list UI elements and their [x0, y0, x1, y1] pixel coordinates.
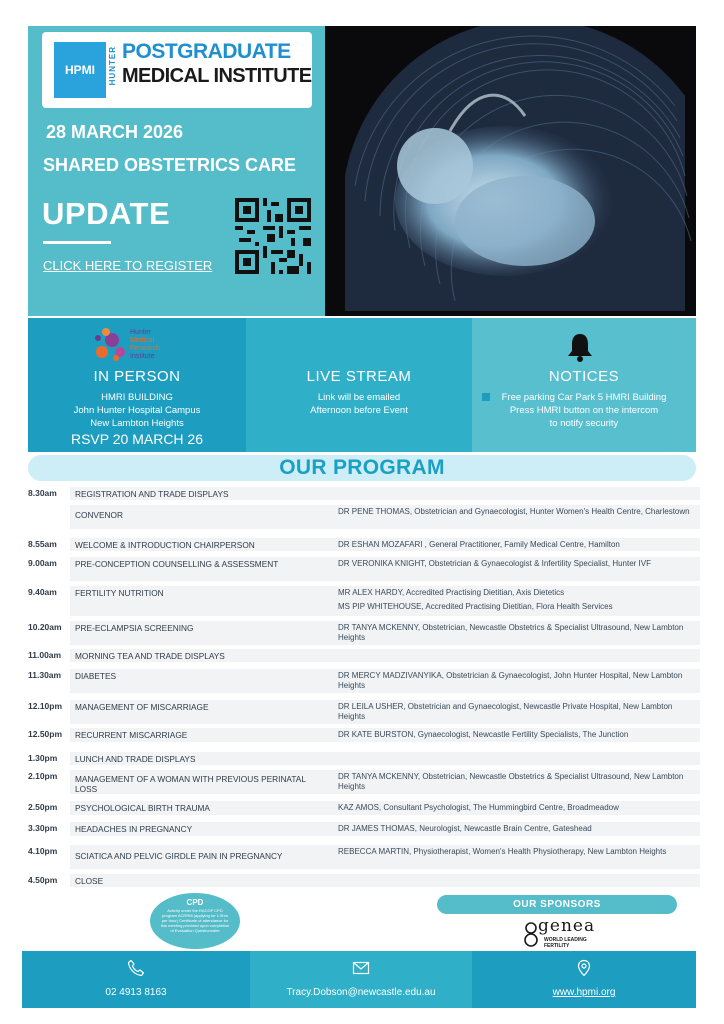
row-box: [70, 669, 700, 693]
hmri-logo-word-1: Hunter: [130, 329, 152, 336]
program-row: [28, 874, 700, 887]
event-subtitle: SHARED OBSTETRICS CARE: [43, 155, 297, 175]
row-box: [70, 752, 700, 765]
row-speaker: DR JAMES THOMAS, Neurologist, Newcastle Brain Centre, Gateshead: [338, 824, 592, 833]
row-time: 2.10pm: [28, 771, 58, 781]
row-box: [70, 770, 700, 794]
row-box: [70, 700, 700, 724]
row-speaker: KAZ AMOS, Consultant Psychologist, The Hummingbird Centre, Broadmeadow: [338, 803, 619, 812]
cpd-title: CPD: [186, 898, 204, 907]
row-time: 11.00am: [28, 650, 62, 660]
row-speaker-2: MS PIP WHITEHOUSE, Accredited Practising Dietitian, Flora Health Services: [338, 602, 613, 611]
row-time: 8.30am: [28, 488, 57, 498]
row-box: [70, 538, 700, 551]
row-time: 4.10pm: [28, 846, 58, 856]
row-time: 10.20am: [28, 622, 62, 632]
row-topic: DIABETES: [75, 671, 117, 681]
phone-icon: [127, 959, 145, 977]
genea-logo: [524, 916, 604, 950]
row-time: 12.10pm: [28, 701, 63, 711]
program-header: [28, 455, 696, 481]
genea-mark-icon: [524, 920, 538, 948]
row-time: 8.55am: [28, 539, 57, 549]
row-speaker: REBECCA MARTIN, Physiotherapist, Women's Health Physiotherapy, New Lambton Heights: [338, 847, 667, 856]
notices-heading: NOTICES: [548, 368, 620, 385]
genea-wordmark: genea: [538, 916, 596, 936]
program-row: [28, 487, 700, 500]
row-topic: MANAGEMENT OF MISCARRIAGE: [75, 702, 209, 712]
event-date: 28 MARCH 2026: [46, 122, 184, 142]
in-person-line-2: John Hunter Hospital Campus: [73, 405, 201, 416]
row-topic: HEADACHES IN PREGNANCY: [75, 824, 193, 834]
program-row: [28, 621, 700, 645]
row-time: 3.30pm: [28, 823, 58, 833]
row-speaker: DR VERONIKA KNIGHT, Obstetrician & Gynaecologist & Infertility Specialist, Hunter IVF: [338, 559, 651, 568]
row-speaker: DR LEILA USHER, Obstetrician and Gynaecologist, Newcastle Private Hospital, New Lambton Heights: [338, 702, 673, 721]
in-person-line-3: New Lambton Heights: [90, 418, 184, 429]
row-speaker: DR PENE THOMAS, Obstetrician and Gynaecologist, Hunter Women's Health Centre, Charlestown: [338, 507, 690, 516]
row-box: [70, 487, 700, 500]
row-box: [70, 845, 700, 869]
live-stream-panel: [246, 318, 472, 452]
hmri-logo-word-2: Medical: [130, 337, 155, 344]
sponsors-heading: OUR SPONSORS: [437, 895, 677, 914]
row-topic: WELCOME & INTRODUCTION CHAIRPERSON: [75, 540, 255, 550]
program-row: [28, 801, 700, 815]
row-time: 9.00am: [28, 558, 57, 568]
in-person-panel: [28, 318, 246, 452]
notices-line-3: to notify security: [549, 418, 619, 429]
program-row: [28, 557, 700, 581]
ultrasound-image: [325, 26, 696, 316]
live-stream-line-1: Link will be emailed: [317, 392, 401, 403]
program-row: [28, 752, 700, 765]
mail-icon: [352, 959, 370, 977]
cpd-badge: [150, 893, 240, 949]
row-topic: CONVENOR: [75, 510, 123, 520]
hpmi-logo: [42, 32, 312, 108]
logo-line1: POSTGRADUATE: [122, 40, 291, 63]
website-link[interactable]: www.hpmi.org: [552, 987, 616, 998]
program-row: [28, 700, 700, 724]
row-box: [70, 505, 700, 529]
row-topic: PRE-CONCEPTION COUNSELLING & ASSESSMENT: [75, 559, 279, 569]
event-title: UPDATE: [42, 196, 171, 231]
row-box: [70, 649, 700, 662]
hmri-logo-word-4: Institute: [130, 353, 155, 360]
genea-tagline-2: FERTILITY: [544, 943, 570, 949]
location-pin-icon: [575, 959, 593, 977]
row-time: 2.50pm: [28, 802, 58, 812]
email-address[interactable]: Tracy.Dobson@newcastle.edu.au: [286, 987, 436, 998]
program-row: [28, 538, 700, 551]
row-time: 1.30pm: [28, 753, 58, 763]
row-topic: PSYCHOLOGICAL BIRTH TRAUMA: [75, 803, 210, 813]
logo-hunter-text: HUNTER: [108, 46, 117, 86]
row-topic: RECURRENT MISCARRIAGE: [75, 730, 188, 740]
contact-website[interactable]: [472, 951, 696, 1008]
bell-icon: [566, 332, 594, 362]
row-topic: LUNCH AND TRADE DISPLAYS: [75, 754, 196, 764]
notices-panel: [472, 318, 696, 452]
in-person-line-1: HMRI BUILDING: [101, 392, 173, 403]
row-speaker: DR TANYA MCKENNY, Obstetrician, Newcastle Obstetrics & Specialist Ultrasound, New Lambton Heights: [338, 623, 684, 642]
row-speaker: DR ESHAN MOZAFARI , General Practitioner, Family Medical Centre, Hamilton: [338, 540, 620, 549]
row-box: [70, 728, 700, 742]
notices-line-1: Free parking Car Park 5 HMRI Building: [501, 392, 667, 403]
hmri-logo: [92, 324, 188, 364]
program-row: [28, 505, 700, 529]
in-person-heading: IN PERSON: [93, 368, 181, 385]
program-row: [28, 669, 700, 693]
row-time: 12.50pm: [28, 729, 63, 739]
row-speaker: DR TANYA MCKENNY, Obstetrician, Newcastle Obstetrics & Specialist Ultrasound, New Lambton Heights: [338, 772, 684, 791]
row-speaker: DR KATE BURSTON, Gynaecologist, Newcastle Fertility Specialists, The Junction: [338, 730, 629, 739]
hpmi-logo-mark: HPMI: [54, 42, 106, 98]
row-box: [70, 621, 700, 645]
row-box: [70, 822, 700, 836]
row-box: [70, 874, 700, 887]
program-row: [28, 586, 700, 616]
contact-email[interactable]: [250, 951, 472, 1008]
title-divider: [43, 241, 111, 244]
live-stream-heading: LIVE STREAM: [306, 368, 412, 385]
program-row: [28, 770, 700, 794]
row-time: 9.40am: [28, 587, 57, 597]
row-box: [70, 801, 700, 815]
row-topic: PRE-ECLAMPSIA SCREENING: [75, 623, 194, 633]
row-topic: REGISTRATION AND TRADE DISPLAYS: [75, 489, 229, 499]
row-time: 11.30am: [28, 670, 62, 680]
row-box: [70, 557, 700, 581]
cpd-text: Activity under the RACGP CPD program ACRRM (applying for 1.5hrs per hour) Certificate of attendance for this meeting provided upon completion of Evaluation Questionnaire: [160, 908, 230, 933]
logo-line2: MEDICAL INSTITUTE: [122, 65, 312, 87]
genea-tagline-1: WORLD LEADING: [544, 937, 587, 943]
contact-phone[interactable]: [22, 951, 250, 1008]
phone-number[interactable]: 02 4913 8163: [105, 987, 167, 998]
program-row: [28, 845, 700, 869]
hmri-logo-word-3: Research: [130, 345, 160, 352]
live-stream-line-2: Afternoon before Event: [310, 405, 408, 416]
row-speaker: DR MERCY MADZIVANYIKA, Obstetrician & Gynaecologist, John Hunter Hospital, New Lambton Heights: [338, 671, 683, 690]
notices-line-2: Press HMRI button on the intercom: [509, 405, 659, 416]
row-speaker: MR ALEX HARDY, Accredited Practising Dietitian, Axis Dietetics: [338, 588, 565, 597]
row-box: [70, 586, 700, 616]
program-title: OUR PROGRAM: [279, 456, 445, 479]
row-topic: CLOSE: [75, 876, 104, 886]
program-row: [28, 649, 700, 662]
register-link[interactable]: CLICK HERE TO REGISTER: [43, 258, 213, 273]
row-topic: SCIATICA AND PELVIC GIRDLE PAIN IN PREGNANCY: [75, 851, 283, 861]
rsvp-date: RSVP 20 MARCH 26: [70, 431, 203, 447]
row-topic: MANAGEMENT OF A WOMAN WITH PREVIOUS PERINATAL LOSS: [75, 774, 306, 794]
row-topic: MORNING TEA AND TRADE DISPLAYS: [75, 651, 225, 661]
qr-code[interactable]: [231, 194, 315, 278]
row-time: 4.50pm: [28, 875, 58, 885]
row-topic: FERTILITY NUTRITION: [75, 588, 164, 598]
program-row: [28, 822, 700, 836]
program-row: [28, 728, 700, 742]
